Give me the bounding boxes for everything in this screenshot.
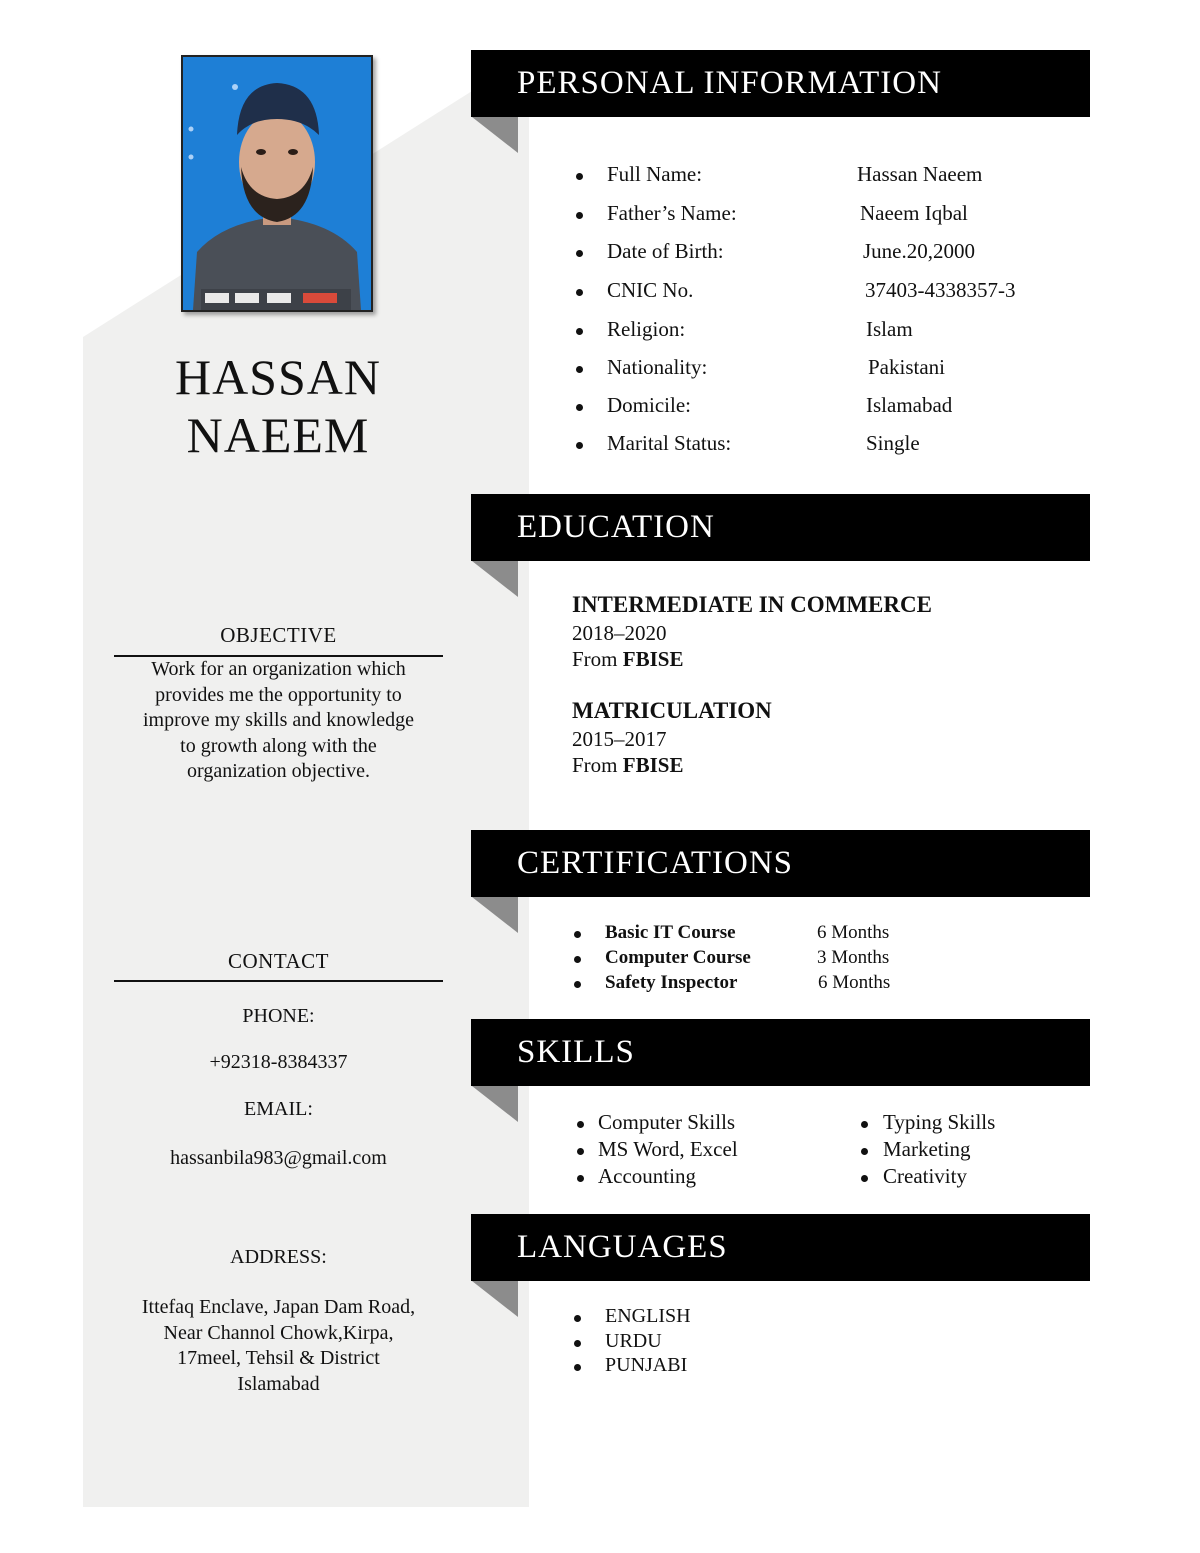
bullet	[861, 1121, 868, 1128]
skill-item: Creativity	[883, 1164, 967, 1188]
education-board-line	[572, 753, 683, 778]
personal-label: Full Name:	[607, 162, 703, 186]
certification-name: Computer Course	[605, 947, 751, 968]
bullet	[576, 328, 583, 335]
email-address: hassanbila983@gmail.com	[170, 1147, 387, 1169]
objective-text	[114, 657, 443, 785]
personal-value: Naeem Iqbal	[860, 201, 968, 225]
education-from: From	[572, 647, 618, 671]
personal-label: CNIC No.	[607, 278, 694, 302]
bullet	[574, 956, 581, 963]
certification-name: Basic IT Course	[605, 922, 736, 943]
fold-shape	[472, 561, 518, 597]
education-years: 2018–2020	[572, 621, 667, 645]
education-board: FBISE	[622, 647, 684, 671]
education-from: From	[572, 753, 618, 777]
fold-shape	[472, 897, 518, 933]
bullet	[861, 1148, 868, 1155]
skill-item: MS Word, Excel	[598, 1137, 738, 1161]
skill-item: Accounting	[598, 1164, 696, 1188]
bullet	[576, 442, 583, 449]
personal-label: Domicile:	[607, 393, 691, 417]
personal-value: June.20,2000	[863, 239, 975, 263]
education-title: MATRICULATION	[572, 698, 772, 723]
fold-shape	[472, 1281, 518, 1317]
skill-item: Computer Skills	[598, 1110, 736, 1134]
section-header-languages: LANGUAGES	[471, 1214, 1090, 1281]
email-label: EMAIL:	[244, 1098, 313, 1120]
objective-line: organization objective.	[187, 760, 370, 782]
bullet	[577, 1148, 584, 1155]
personal-label: Religion:	[607, 317, 686, 341]
certification-duration: 6 Months	[818, 972, 891, 993]
certification-duration: 6 Months	[817, 922, 890, 943]
objective-line: provides me the opportunity to	[155, 683, 402, 706]
language-item: PUNJABI	[605, 1354, 688, 1376]
phone-number: +92318-8384337	[209, 1051, 348, 1073]
bullet	[577, 1121, 584, 1128]
bullet	[576, 212, 583, 219]
personal-label: Father’s Name:	[607, 201, 737, 225]
education-years: 2015–2017	[572, 727, 667, 751]
personal-label: Nationality:	[607, 355, 708, 379]
objective-line: to growth along with the	[180, 734, 377, 757]
candidate-name-line1: HASSAN	[174, 349, 382, 405]
address-label: ADDRESS:	[230, 1246, 327, 1268]
personal-value: Hassan Naeem	[857, 162, 983, 186]
bullet	[574, 931, 581, 938]
address-text	[114, 1295, 443, 1397]
personal-value: Single	[866, 431, 920, 455]
education-title: INTERMEDIATE IN COMMERCE	[572, 592, 932, 617]
education-board-line	[572, 647, 683, 672]
bullet	[576, 173, 583, 180]
skill-item: Marketing	[883, 1137, 971, 1161]
bullet	[576, 250, 583, 257]
candidate-name-line2: NAEEM	[186, 407, 370, 463]
language-item: URDU	[605, 1330, 662, 1352]
fold-shape	[472, 1086, 518, 1122]
bullet	[861, 1175, 868, 1182]
bullet	[574, 1364, 581, 1371]
personal-value: Islam	[866, 317, 913, 341]
bullet	[576, 366, 583, 373]
language-item: ENGLISH	[605, 1305, 691, 1327]
profile-photo	[181, 55, 373, 312]
section-header-certifications: CERTIFICATIONS	[471, 830, 1090, 897]
bullet	[574, 1315, 581, 1322]
personal-value: Islamabad	[866, 393, 953, 417]
section-header-personal: PERSONAL INFORMATION	[471, 50, 1090, 117]
bullet	[576, 404, 583, 411]
fold-shape	[472, 117, 518, 153]
bullet	[574, 981, 581, 988]
contact-heading: CONTACT	[228, 949, 329, 973]
address-line: Ittefaq Enclave, Japan Dam Road,	[141, 1296, 416, 1318]
personal-label: Date of Birth:	[607, 239, 724, 263]
address-line: 17meel, Tehsil & District	[177, 1347, 380, 1369]
section-header-education: EDUCATION	[471, 494, 1090, 561]
personal-value: Pakistani	[868, 355, 945, 379]
personal-label: Marital Status:	[607, 431, 732, 455]
address-line: Islamabad	[237, 1372, 320, 1395]
skill-item: Typing Skills	[883, 1110, 996, 1134]
objective-heading: OBJECTIVE	[220, 623, 337, 647]
objective-line: improve my skills and knowledge	[142, 709, 415, 731]
education-board: FBISE	[622, 753, 684, 777]
personal-value: 37403-4338357-3	[865, 278, 1016, 302]
certification-duration: 3 Months	[817, 947, 890, 968]
candidate-name	[120, 348, 436, 464]
bullet	[576, 289, 583, 296]
bullet	[574, 1340, 581, 1347]
bullet	[577, 1175, 584, 1182]
section-header-skills: SKILLS	[471, 1019, 1090, 1086]
objective-line: Work for an organization which	[151, 658, 406, 680]
certification-name: Safety Inspector	[605, 972, 738, 993]
phone-label: PHONE:	[242, 1005, 315, 1027]
address-line: Near Channol Chowk,Kirpa,	[163, 1321, 394, 1344]
contact-divider	[114, 980, 443, 982]
